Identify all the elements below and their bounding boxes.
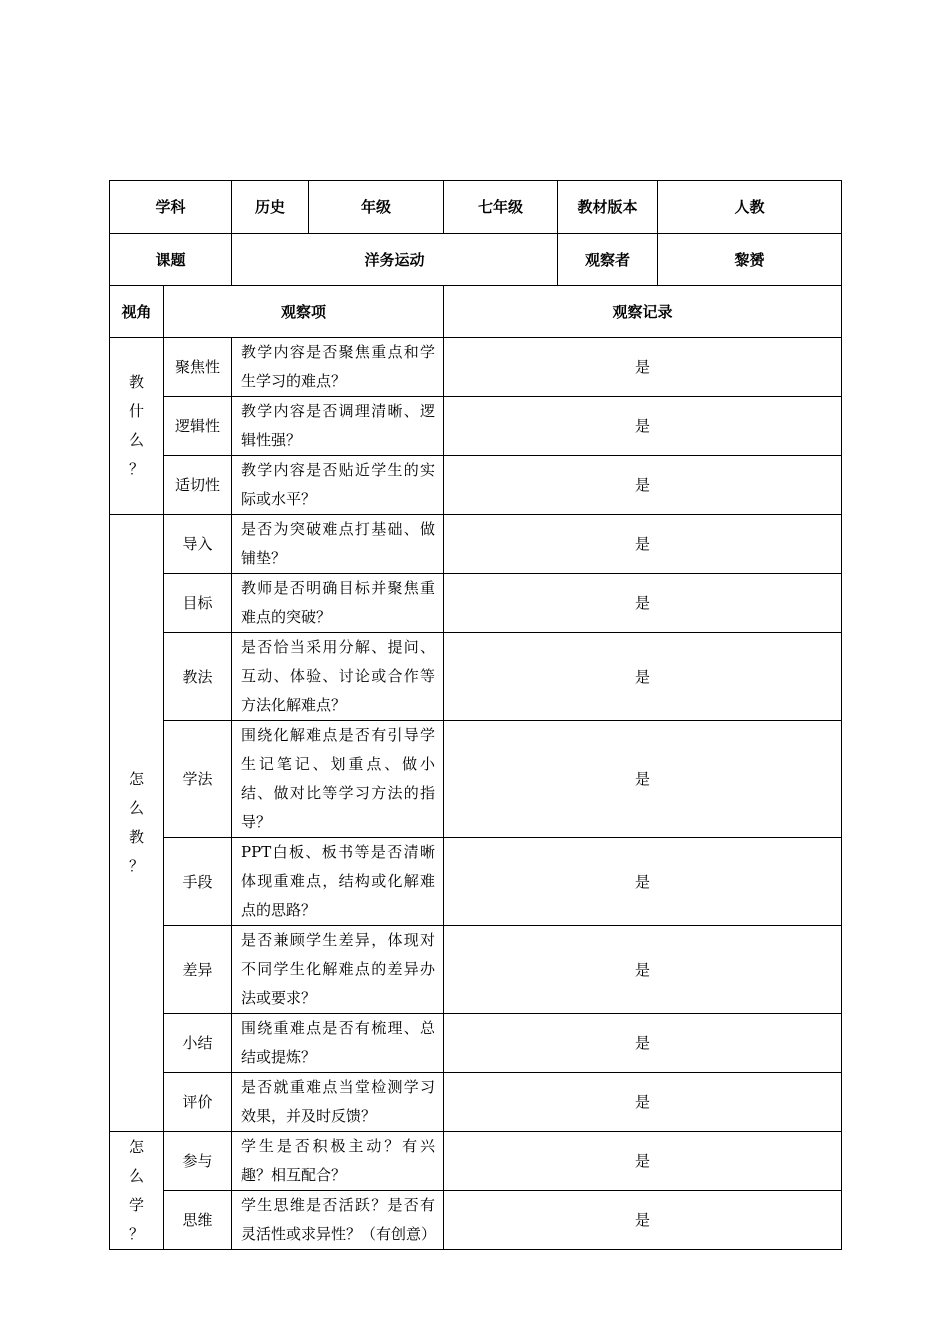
aspect-cell: 聚焦性	[164, 338, 232, 397]
item-header: 观察项	[164, 286, 444, 338]
record-cell: 是	[444, 633, 842, 721]
aspect-cell: 学法	[164, 721, 232, 838]
aspect-cell: 目标	[164, 574, 232, 633]
header-row-subject	[110, 181, 842, 234]
table-row	[110, 456, 842, 515]
record-cell: 是	[444, 574, 842, 633]
record-cell: 是	[444, 1132, 842, 1191]
question-cell: 是否为突破难点打基础、做铺垫？	[232, 515, 444, 574]
question-cell: 教学内容是否调理清晰、逻辑性强？	[232, 397, 444, 456]
observer-value: 黎赟	[658, 234, 842, 286]
question-cell: 围绕化解难点是否有引导学生记笔记、划重点、做小结、做对比等学习方法的指导？	[232, 721, 444, 838]
question-cell: 学生思维是否活跃？是否有灵活性或求异性？（有创意）	[232, 1191, 444, 1250]
aspect-cell: 教法	[164, 633, 232, 721]
table-row	[110, 515, 842, 574]
table-row	[110, 1073, 842, 1132]
column-header-row	[110, 286, 842, 338]
question-cell: PPT白板、板书等是否清晰体现重难点，结构或化解难点的思路？	[232, 838, 444, 926]
edition-label: 教材版本	[558, 181, 658, 234]
perspective-header: 视角	[110, 286, 164, 338]
table-row	[110, 1132, 842, 1191]
aspect-cell: 评价	[164, 1073, 232, 1132]
record-cell: 是	[444, 1191, 842, 1250]
topic-value: 洋务运动	[232, 234, 558, 286]
table-row	[110, 1014, 842, 1073]
aspect-cell: 导入	[164, 515, 232, 574]
aspect-cell: 手段	[164, 838, 232, 926]
table-row	[110, 926, 842, 1014]
record-cell: 是	[444, 515, 842, 574]
aspect-cell: 参与	[164, 1132, 232, 1191]
record-cell: 是	[444, 838, 842, 926]
table-row	[110, 397, 842, 456]
grade-value: 七年级	[444, 181, 558, 234]
record-cell: 是	[444, 338, 842, 397]
question-cell: 围绕重难点是否有梳理、总结或提炼？	[232, 1014, 444, 1073]
question-cell: 学生是否积极主动？有兴趣？相互配合？	[232, 1132, 444, 1191]
subject-label: 学科	[110, 181, 232, 234]
aspect-cell: 适切性	[164, 456, 232, 515]
perspective-cell: 怎 么 学 ？	[110, 1132, 164, 1250]
record-cell: 是	[444, 926, 842, 1014]
perspective-cell: 教 什 么 ？	[110, 338, 164, 515]
header-row-topic	[110, 234, 842, 286]
table-row	[110, 574, 842, 633]
table-row	[110, 838, 842, 926]
question-cell: 教师是否明确目标并聚焦重难点的突破？	[232, 574, 444, 633]
record-cell: 是	[444, 397, 842, 456]
record-cell: 是	[444, 1073, 842, 1132]
subject-value: 历史	[232, 181, 309, 234]
grade-label: 年级	[309, 181, 444, 234]
record-header: 观察记录	[444, 286, 842, 338]
edition-value: 人教	[658, 181, 842, 234]
table-row	[110, 338, 842, 397]
aspect-cell: 逻辑性	[164, 397, 232, 456]
aspect-cell: 小结	[164, 1014, 232, 1073]
question-cell: 是否兼顾学生差异，体现对不同学生化解难点的差异办法或要求？	[232, 926, 444, 1014]
perspective-cell: 怎 么 教 ？	[110, 515, 164, 1132]
table-row	[110, 1191, 842, 1250]
record-cell: 是	[444, 1014, 842, 1073]
question-cell: 是否恰当采用分解、提问、互动、体验、讨论或合作等方法化解难点？	[232, 633, 444, 721]
aspect-cell: 差异	[164, 926, 232, 1014]
question-cell: 是否就重难点当堂检测学习效果，并及时反馈？	[232, 1073, 444, 1132]
topic-label: 课题	[110, 234, 232, 286]
aspect-cell: 思维	[164, 1191, 232, 1250]
record-cell: 是	[444, 721, 842, 838]
table-row	[110, 721, 842, 838]
observer-label: 观察者	[558, 234, 658, 286]
lesson-observation-table	[109, 180, 842, 1250]
table-row	[110, 633, 842, 721]
question-cell: 教学内容是否贴近学生的实际或水平？	[232, 456, 444, 515]
record-cell: 是	[444, 456, 842, 515]
question-cell: 教学内容是否聚焦重点和学生学习的难点？	[232, 338, 444, 397]
